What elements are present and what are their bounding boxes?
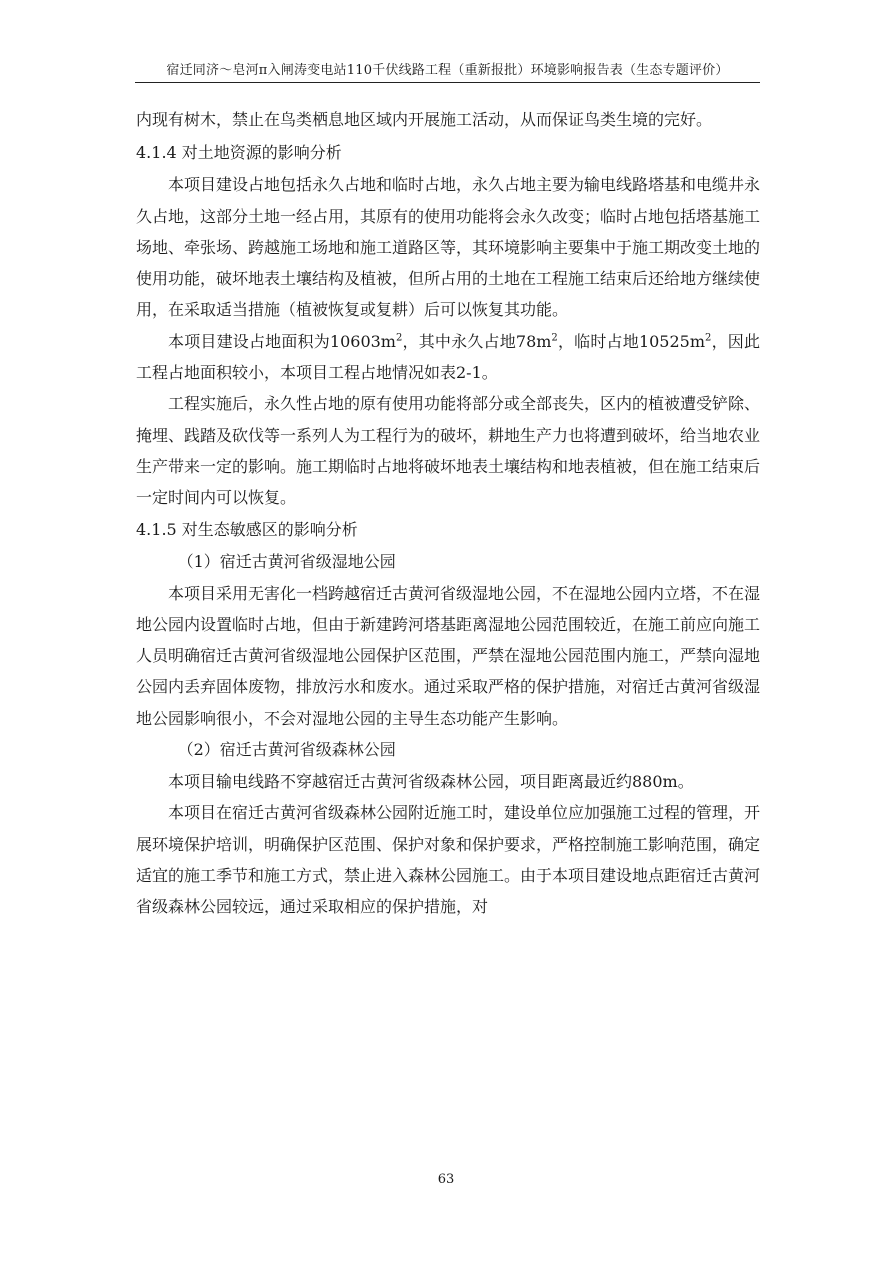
- paragraph-continued: 内现有树木，禁止在鸟类栖息地区域内开展施工活动，从而保证鸟类生境的完好。: [136, 110, 713, 129]
- section-heading-4-1-4: 4.1.4 对土地资源的影响分析: [136, 143, 342, 163]
- page-header-title: 宿迁同济～皂河π入闸涛变电站110千伏线路工程（重新报批）环境影响报告表（生态专题评价）: [166, 63, 729, 78]
- page-number: 63: [437, 1172, 455, 1187]
- subheading-forest-park: （2）宿迁古黄河省级森林公园: [177, 740, 396, 760]
- document-body: [136, 104, 760, 923]
- temporary-area-superscript: 2: [705, 332, 712, 344]
- header-divider: [135, 82, 760, 83]
- total-area-value: 10603m: [329, 331, 396, 351]
- permanent-area-value: 78m: [515, 331, 552, 351]
- paragraph-forest-measures: 本项目在宿迁古黄河省级森林公园附近施工时，建设单位应加强施工过程的管理，开展环境保护培训，明确保护区范围、保护对象和保护要求，严格控制施工影响范围，确定适宜的施工季节和施工方式，禁止进入森林公园施工。由于本项目建设地点距宿迁古黄河省级森林公园较远，通过采取相应的保护措施，对: [136, 803, 761, 917]
- section-heading-4-1-5: 4.1.5 对生态敏感区的影响分析: [136, 519, 358, 539]
- land-area-text-1: 本项目建设占地面积为: [168, 331, 330, 351]
- permanent-area-superscript: 2: [551, 332, 558, 344]
- subheading-wetland-park: （1）宿迁古黄河省级湿地公园: [177, 551, 396, 571]
- land-area-text-3: ，临时占地: [557, 331, 639, 351]
- total-area-superscript: 2: [395, 332, 403, 344]
- paragraph-land-occupation: 本项目建设占地包括永久占地和临时占地，永久占地主要为输电线路塔基和电缆井永久占地，这部分土地一经占用，其原有的使用功能将会永久改变；临时占地包括塔基施工场地、牵张场、跨越施工场地和施工道路区等，其环境影响主要集中于施工期改变土地的使用功能，破坏地表土壤结构及植被，但所占用的土地在工程施工结束后还给地方继续使用，在采取适当措施（植被恢复或复耕）后可以恢复其功能。: [136, 175, 761, 320]
- paragraph-land-impact: 工程实施后，永久性占地的原有使用功能将部分或全部丧失，区内的植被遭受铲除、掩埋、践踏及砍伐等一系列人为工程行为的破坏，耕地生产力也将遭到破坏，给当地农业生产带来一定的影响。施工期临时占地将破坏地表土壤结构和地表植被，但在施工结束后一定时间内可以恢复。: [136, 394, 761, 508]
- paragraph-wetland-park: 本项目采用无害化一档跨越宿迁古黄河省级湿地公园，不在湿地公园内立塔，不在湿地公园内设置临时占地，但由于新建跨河塔基距离湿地公园范围较近，在施工前应向施工人员明确宿迁古黄河省级湿地公园保护区范围，严禁在湿地公园范围内施工，严禁向湿地公园内丢弃固体废物，排放污水和废水。通过采取严格的保护措施，对宿迁古黄河省级湿地公园影响很小，不会对湿地公园的主导生态功能产生影响。: [136, 583, 761, 728]
- paragraph-forest-distance: 本项目输电线路不穿越宿迁古黄河省级森林公园，项目距离最近约880m。: [168, 772, 694, 792]
- temporary-area-value: 10525m: [638, 331, 706, 351]
- land-area-text-4: ，因此工程占地面积较小，本项目工程占地情况如表2-1。: [136, 331, 760, 383]
- land-area-text-2: ，其中永久占地: [402, 331, 516, 351]
- paragraph-land-area: [136, 326, 760, 389]
